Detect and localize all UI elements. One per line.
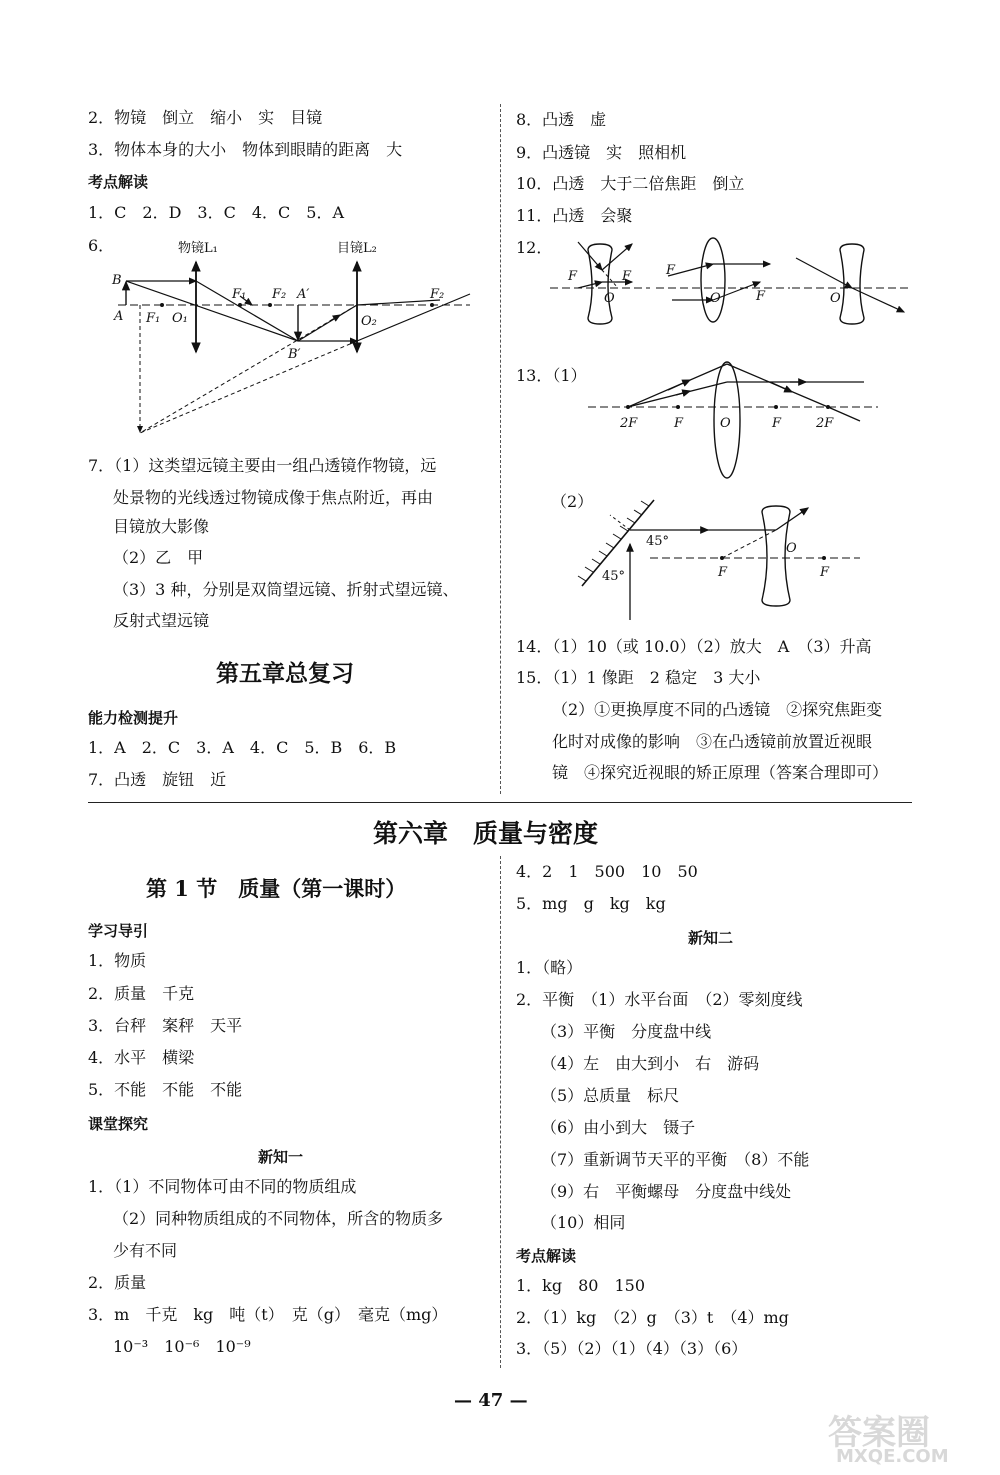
answer-7-2: （2）乙 甲 <box>113 548 204 567</box>
label-objective: 物镜L₁ <box>178 241 218 256</box>
explore-3: 3．m 千克 kg 吨（t） 克（g） 毫克（mg） <box>88 1305 448 1324</box>
guide-r4: 4．2 1 500 10 50 <box>516 862 698 881</box>
new2-3: （3）平衡 分度盘中线 <box>541 1022 712 1041</box>
watermark-url: MXQE.COM <box>836 1446 949 1467</box>
fig12-F-left: F <box>568 269 578 284</box>
page-number: — 47 — <box>454 1390 528 1411</box>
explore-3-powers: 10⁻³ 10⁻⁶ 10⁻⁹ <box>113 1337 251 1356</box>
label-F1b: F₁ <box>232 287 247 302</box>
new2-7: （7）重新调节天平的平衡 （8）不能 <box>541 1150 810 1169</box>
label-O2: O₂ <box>361 314 377 329</box>
section-ketang: 课堂探究 <box>88 1115 149 1133</box>
label-F1a: F₁ <box>146 311 161 326</box>
answer-7-line1: 7．（1）这类望远镜主要由一组凸透镜作物镜，远 <box>88 456 437 475</box>
fig13-O: O <box>720 416 731 431</box>
answer-6-label: 6． <box>88 236 115 255</box>
watermark-logo: 答案圈 <box>828 1413 930 1453</box>
label-A: A <box>114 309 124 324</box>
fig13-2F-left: 2F <box>620 416 638 431</box>
label-Ap: A′ <box>297 287 310 302</box>
fig12-O-b: O <box>710 291 721 306</box>
explore-1c: 少有不同 <box>113 1241 178 1260</box>
new2-6: （6）由小到大 镊子 <box>541 1118 696 1137</box>
answer-2: 2．物镜 倒立 缩小 实 目镜 <box>88 108 323 127</box>
kaodian-2: 2．（1）kg （2）g （3）t （4）mg <box>516 1308 789 1327</box>
new2-4: （4）左 由大到小 右 游码 <box>541 1054 760 1073</box>
new2-8: （9）右 平衡螺母 分度盘中线处 <box>541 1182 792 1201</box>
answer-12-label: 12． <box>516 238 553 257</box>
fig13-F-left: F <box>674 416 684 431</box>
guide-5: 5．不能 不能 不能 <box>88 1080 243 1099</box>
answer-15-2a: （2）①更换厚度不同的凸透镜 ②探究焦距变 <box>552 700 883 719</box>
new2-1: 1．（略） <box>516 958 583 977</box>
column-divider-bottom <box>500 856 501 1368</box>
fig13b-O: O <box>786 541 797 556</box>
new2-2: 2．平衡 （1）水平台面 （2）零刻度线 <box>516 990 803 1009</box>
kaodian-3: 3．（5）（2）（1）（4）（3）（6） <box>516 1339 748 1358</box>
answer-8: 8．凸透 虚 <box>516 110 607 129</box>
chapter5-answers-1-6: 1．A 2．C 3．A 4．C 5．B 6．B <box>88 738 397 757</box>
chapter-divider <box>88 802 912 803</box>
answer-9: 9．凸透镜 实 照相机 <box>516 143 687 162</box>
answers-1-5: 1．C 2．D 3．C 4．C 5．A <box>88 203 345 222</box>
answer-10: 10．凸透 大于二倍焦距 倒立 <box>516 174 745 193</box>
label-B: B <box>112 273 122 288</box>
chapter5-title: 第五章总复习 <box>216 660 354 687</box>
answer-13-1-label: 13．（1） <box>516 366 587 385</box>
guide-2: 2．质量 千克 <box>88 984 195 1003</box>
answer-3: 3．物体本身的大小 物体到眼睛的距离 大 <box>88 140 403 159</box>
kaodian-1: 1．kg 80 150 <box>516 1276 646 1295</box>
label-Bp: B′ <box>288 347 301 362</box>
fig12-F-right: F <box>622 269 632 284</box>
explore-1a: 1．（1）不同物体可由不同的物质组成 <box>88 1177 357 1196</box>
chapter5-answer-7: 7．凸透 旋钮 近 <box>88 770 227 789</box>
new2-9: （10）相同 <box>541 1213 626 1232</box>
xinzhi-1: 新知一 <box>258 1148 304 1166</box>
section-kaodian-2: 考点解读 <box>516 1247 577 1265</box>
label-F2a: F₂ <box>272 287 287 302</box>
answer-13-2-label: （2） <box>551 492 594 511</box>
answer-15-1: 15．（1）1 像距 2 稳定 3 大小 <box>516 668 761 687</box>
guide-3: 3．台秤 案秤 天平 <box>88 1016 243 1035</box>
fig13b-F-left: F <box>718 565 728 580</box>
fig13b-angle-bottom: 45° <box>602 569 626 584</box>
new2-5: （5）总质量 标尺 <box>541 1086 680 1105</box>
label-eyepiece: 目镜L₂ <box>337 241 377 256</box>
label-O1: O₁ <box>172 311 188 326</box>
answer-14: 14．（1）10（或 10.0）（2）放大 A （3）升高 <box>516 637 872 656</box>
fig13-F-right: F <box>772 416 782 431</box>
answer-7-line3: 目镜放大影像 <box>113 517 210 536</box>
answer-15-2b: 化时对成像的影响 ③在凸透镜前放置近视眼 <box>552 732 873 751</box>
fig13b-angle-top: 45° <box>646 534 670 549</box>
guide-4: 4．水平 横梁 <box>88 1048 195 1067</box>
fig12-F-b1: F <box>666 263 676 278</box>
answer-7-line2: 处景物的光线透过物镜成像于焦点附近，再由 <box>113 488 434 507</box>
section-1-title: 第 1 节 质量（第一课时） <box>146 876 407 901</box>
fig13-2F-right: 2F <box>816 416 834 431</box>
answer-7-3a: （3）3 种，分别是双筒望远镜、折射式望远镜、 <box>113 580 459 599</box>
fig12-O-c: O <box>830 291 841 306</box>
explore-1b: （2）同种物质组成的不同物体，所含的物质多 <box>113 1209 444 1228</box>
label-F2b: F₂ <box>430 287 445 302</box>
section-kaodian: 考点解读 <box>88 173 149 191</box>
section-xuexi: 学习导引 <box>88 922 149 940</box>
guide-1: 1．物质 <box>88 951 147 970</box>
explore-2: 2．质量 <box>88 1273 147 1292</box>
fig13b-F-right: F <box>820 565 830 580</box>
answer-11: 11．凸透 会聚 <box>516 206 633 225</box>
fig12-O-a: O <box>604 291 615 306</box>
guide-r5: 5．mg g kg kg <box>516 894 666 913</box>
xinzhi-2: 新知二 <box>688 929 734 947</box>
chapter6-title: 第六章 质量与密度 <box>373 819 599 848</box>
answer-15-2c: 镜 ④探究近视眼的矫正原理（答案合理即可） <box>552 763 889 782</box>
chapter5-subsection: 能力检测提升 <box>88 709 179 727</box>
answer-7-3b: 反射式望远镜 <box>113 611 210 630</box>
fig12-F-b2: F <box>756 289 766 304</box>
